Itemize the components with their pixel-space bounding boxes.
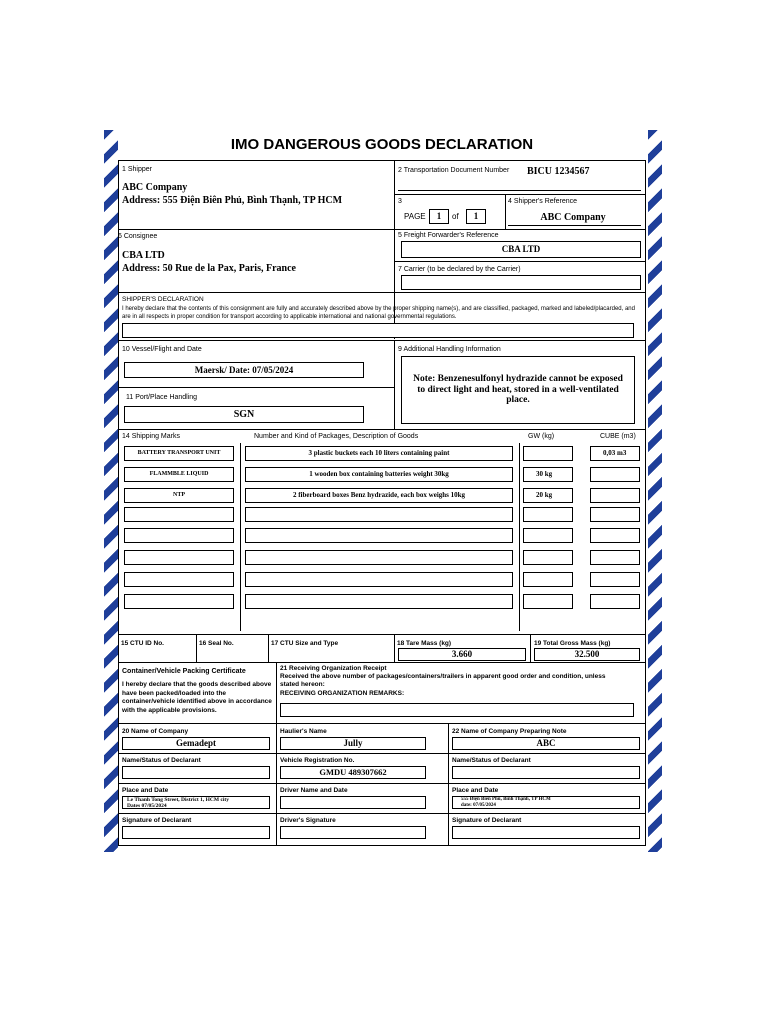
company-note-label: 22 Name of Company Preparing Note <box>452 728 567 735</box>
company-note-field[interactable]: ABC <box>452 737 640 750</box>
shipping-mark-field[interactable] <box>124 528 234 543</box>
packing-cert-label: Container/Vehicle Packing Certificate <box>122 668 246 675</box>
divider <box>394 194 645 195</box>
gw-field[interactable] <box>523 594 573 609</box>
shipping-marks-label: 14 Shipping Marks <box>122 433 180 440</box>
place-left-label: Place and Date <box>122 787 169 794</box>
of-label: of <box>452 212 459 221</box>
right-border-stripe <box>648 130 662 852</box>
description-label: Number and Kind of Packages, Description of Goods <box>254 433 419 440</box>
left-border-stripe <box>104 130 118 852</box>
shipping-mark-field[interactable] <box>124 572 234 587</box>
transport-doc-underline <box>398 190 641 191</box>
place-left-line2: Dates 07/05/2024 <box>127 803 167 809</box>
receipt-text: Received the above number of packages/containers/trailers in apparent good order and condition, unless stated hereon: <box>280 673 606 688</box>
divider <box>118 813 646 814</box>
ctu-size-label: 17 CTU Size and Type <box>271 640 339 647</box>
shipper-ref-label: 4 Shipper's Reference <box>508 198 578 205</box>
gw-field[interactable]: 30 kg <box>523 467 573 482</box>
shipping-mark-field[interactable]: FLAMMBLE LIQUID <box>124 467 234 482</box>
goods-description-field[interactable]: 3 plastic buckets each 10 liters containing paint <box>245 446 513 461</box>
shipping-mark-field[interactable]: BATTERY TRANSPORT UNIT <box>124 446 234 461</box>
shipping-mark-field[interactable] <box>124 550 234 565</box>
signature-left-field[interactable] <box>122 826 270 839</box>
seal-label: 16 Seal No. <box>199 640 234 647</box>
vessel-field[interactable]: Maersk/ Date: 07/05/2024 <box>124 362 364 378</box>
goods-description-field[interactable] <box>245 594 513 609</box>
cube-field[interactable] <box>590 572 640 587</box>
gw-field[interactable]: 20 kg <box>523 488 573 503</box>
divider <box>118 340 646 341</box>
goods-description-field[interactable]: 2 fiberboard boxes Benz hydrazide, each box weighs 10kg <box>245 488 513 503</box>
place-right-label: Place and Date <box>452 787 499 794</box>
place-left-field[interactable] <box>122 796 270 809</box>
transport-doc-value[interactable]: BICU 1234567 <box>527 166 590 177</box>
shipper-label: 1 Shipper <box>122 166 152 173</box>
ctu-id-label: 15 CTU ID No. <box>121 640 164 647</box>
carrier-label: 7 Carrier (to be declared by the Carrier) <box>398 266 521 273</box>
tare-field[interactable]: 3.660 <box>398 648 526 661</box>
divider <box>118 753 646 754</box>
divider <box>268 635 269 662</box>
driver-date-field[interactable] <box>280 796 426 809</box>
page-number-field[interactable]: 1 <box>429 209 449 224</box>
declarant-left-label: Name/Status of Declarant <box>122 757 201 764</box>
divider <box>505 194 506 229</box>
declarant-right-label: Name/Status of Declarant <box>452 757 531 764</box>
divider <box>118 723 646 724</box>
shipping-mark-field[interactable] <box>124 594 234 609</box>
divider <box>118 229 646 230</box>
haulier-label: Haulier's Name <box>280 728 327 735</box>
receipt-remarks-label: RECEIVING ORGANIZATION REMARKS: <box>280 690 405 697</box>
cube-field[interactable] <box>590 467 640 482</box>
shipper-address: Address: 555 Điện Biên Phủ, Bình Thạnh, TP HCM <box>122 195 343 206</box>
shipper-name: ABC Company <box>122 182 188 193</box>
place-left-line1: Le Thanh Tong Street, District 1, HCM city <box>127 797 230 803</box>
shipper-ref-value[interactable]: ABC Company <box>540 212 606 223</box>
gw-field[interactable] <box>523 507 573 522</box>
page-section-label: 3 <box>398 198 402 205</box>
vehicle-reg-label: Vehicle Registration No. <box>280 757 355 764</box>
place-right-line1: 555 Điện Biên Phủ, Bình Thạnh, TP HCM <box>461 797 551 802</box>
signature-left-label: Signature of Declarant <box>122 817 192 824</box>
divider <box>118 292 646 293</box>
transport-doc-label: 2 Transportation Document Number <box>398 167 510 174</box>
divider <box>118 662 646 663</box>
company-label: 20 Name of Company <box>122 728 189 735</box>
gw-field[interactable] <box>523 572 573 587</box>
receipt-label: 21 Receiving Organization Receipt <box>280 665 387 672</box>
divider <box>276 724 277 846</box>
port-label: 11 Port/Place Handling <box>126 394 198 401</box>
declarant-left-field[interactable] <box>122 766 270 779</box>
gw-label: GW (kg) <box>528 433 555 440</box>
shippers-declaration-field[interactable] <box>122 323 634 338</box>
divider <box>394 635 395 662</box>
cube-label: CUBE (m3) <box>600 433 636 440</box>
page-label: PAGE <box>404 212 426 221</box>
page-total-field[interactable]: 1 <box>466 209 486 224</box>
signature-right-field[interactable] <box>452 826 640 839</box>
declarant-right-field[interactable] <box>452 766 640 779</box>
place-right-field[interactable] <box>452 796 640 809</box>
divider <box>196 635 197 662</box>
consignee-label: 6 Consignee <box>118 233 158 240</box>
shippers-declaration-text: I hereby declare that the contents of this consignment are fully and accurately described above by the proper shipping name(s), and are classified, packaged, marked and labeled/placarded, and are in all respects in proper condition for transport according to applicable international and national governmental regulations. <box>122 306 635 320</box>
divider <box>394 261 645 262</box>
forwarder-ref-label: 5 Freight Forwarder's Reference <box>398 232 499 239</box>
divider <box>448 724 449 846</box>
divider <box>118 634 646 635</box>
goods-description-field[interactable] <box>245 528 513 543</box>
shippers-declaration-label: SHIPPER'S DECLARATION <box>122 296 204 303</box>
consignee-name: CBA LTD <box>122 250 165 261</box>
handling-info-field[interactable]: Note: Benzenesulfonyl hydrazide cannot be exposed to direct light and heat, stored in a well-ventilated place. <box>401 356 635 424</box>
form-title: IMO DANGEROUS GOODS DECLARATION <box>230 136 534 153</box>
cube-field[interactable] <box>590 488 640 503</box>
divider <box>118 387 394 388</box>
gw-field[interactable] <box>523 446 573 461</box>
port-field[interactable]: SGN <box>124 406 364 423</box>
shipping-mark-field[interactable] <box>124 507 234 522</box>
cube-field[interactable] <box>590 594 640 609</box>
cube-field[interactable] <box>590 550 640 565</box>
driver-date-label: Driver Name and Date <box>280 787 348 794</box>
cube-field[interactable] <box>590 507 640 522</box>
carrier-field[interactable] <box>401 275 641 290</box>
goods-description-field[interactable] <box>245 572 513 587</box>
consignee-address: Address: 50 Rue de la Pax, Paris, France <box>122 263 296 274</box>
shipping-mark-field[interactable]: NTP <box>124 488 234 503</box>
driver-signature-label: Driver's Signature <box>280 817 336 824</box>
divider <box>519 443 520 631</box>
divider <box>394 341 395 429</box>
goods-description-field[interactable]: 1 wooden box containing batteries weight 30kg <box>245 467 513 482</box>
goods-description-field[interactable] <box>245 550 513 565</box>
handling-info-label: 9 Additional Handling Information <box>398 346 501 353</box>
gw-field[interactable] <box>523 528 573 543</box>
tare-label: 18 Tare Mass (kg) <box>397 640 452 647</box>
divider <box>118 783 646 784</box>
gross-field[interactable]: 32.500 <box>534 648 640 661</box>
forwarder-ref-field[interactable]: CBA LTD <box>401 241 641 258</box>
cube-field[interactable] <box>590 528 640 543</box>
vessel-label: 10 Vessel/Flight and Date <box>122 346 202 353</box>
divider <box>118 429 646 430</box>
divider <box>240 443 241 631</box>
cube-field[interactable]: 0,03 m3 <box>590 446 640 461</box>
gw-field[interactable] <box>523 550 573 565</box>
signature-right-label: Signature of Declarant <box>452 817 522 824</box>
shipper-ref-underline <box>508 225 641 226</box>
goods-description-field[interactable] <box>245 507 513 522</box>
divider <box>276 663 277 723</box>
driver-signature-field[interactable] <box>280 826 426 839</box>
company-field[interactable]: Gemadept <box>122 737 270 750</box>
receipt-remarks-field[interactable] <box>280 703 634 717</box>
packing-cert-text: I hereby declare that the goods described above have been packed/loaded into the container/vehicle identified above in accordance with the applicable provisions. <box>122 681 272 714</box>
haulier-field[interactable]: Jully <box>280 737 426 750</box>
divider <box>530 635 531 662</box>
place-right-line2: date: 07/05/2024 <box>461 803 496 808</box>
vehicle-reg-field[interactable]: GMDU 489307662 <box>280 766 426 779</box>
gross-label: 19 Total Gross Mass (kg) <box>534 640 611 647</box>
